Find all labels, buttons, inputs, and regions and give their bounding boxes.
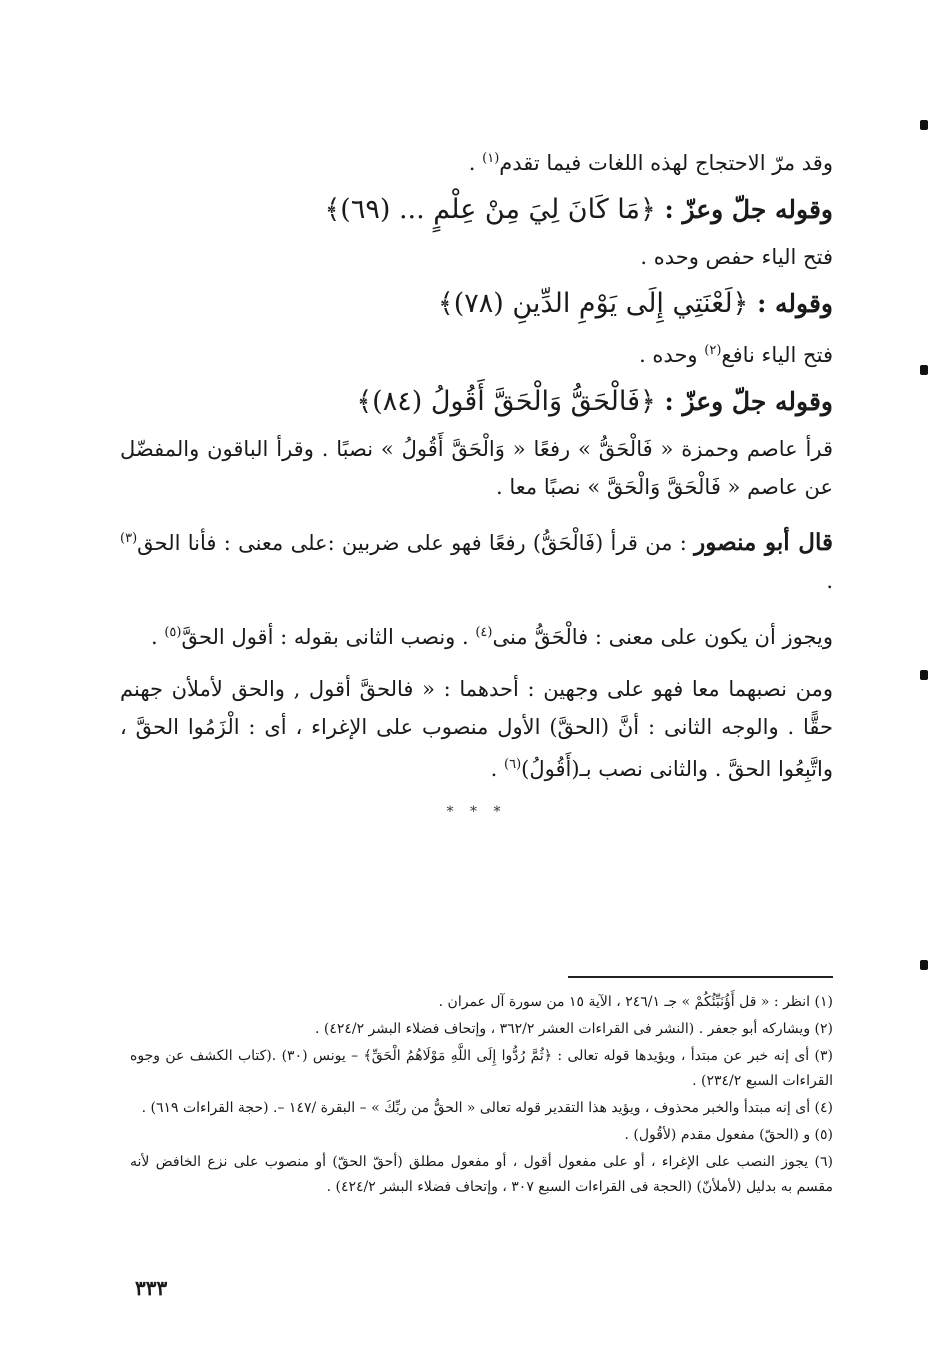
footnote-ref-1: (١) <box>482 151 500 166</box>
footnote-6: (٦) يجوز النصب على الإغراء ، أو على مفعول أقول ، أو مفعول مطلق (أحقّ الحقّ) أو منصوب على نزع الخافض لأنه مقسم به بدليل (لأملأنّ) (الحجة فى القراءات السبع ٣٠٧ ، وإتحاف فضلاء البشر ٤٢٤/٢) . <box>130 1154 833 1195</box>
footnote-ref-4: (٤) <box>475 625 493 640</box>
paragraph-3: فتح الياء نافع$^{(٢)}$ وحده . <box>639 343 833 367</box>
paragraph-4: قرأ عاصم وحمزة « فَالْحَقُّ » رفعًا « وَالْحَقَّ أَقُولُ » نصبًا . وقرأ الباقون والمفضّل عن عاصم « فَالْحَقَّ وَالْحَقَّ » نصبًا معا . <box>120 437 833 499</box>
paragraph-6: ويجوز أن يكون على معنى : فالْحَقُّ منى$^{(٤)}$ . ونصب الثانى بقوله : أقول الحقَّ$^{(٥)}$ . <box>150 625 833 649</box>
footnotes <box>130 990 833 1202</box>
footnote-ref-5: (٥) <box>164 625 182 640</box>
paragraph-5: قال أبو منصور : من قرأ (فَالْحَقُّ) رفعًا فهو على ضربين :على معنى : فأنا الحق$^{(٣)}$ . <box>120 529 833 593</box>
footnote-4: (٤) أى إنه مبتدأ والخبر محذوف ، ويؤيد هذا التقدير قوله تعالى « الحقُّ من ربِّكَ » – البقرة /١٤٧ –. (حجة القراءات ٦١٩) . <box>141 1100 833 1116</box>
footnote-ref-2: (٢) <box>704 343 722 358</box>
quran-quote-69: ﴿مَا كَانَ لِيَ مِنْ عِلْمٍ ... (٦٩)﴾ <box>324 194 656 225</box>
page-number: ٣٣٣ <box>135 1276 168 1300</box>
margin-mark-4 <box>920 960 928 970</box>
footnote-ref-6: (٦) <box>504 757 522 772</box>
author-lead: قال أبو منصور <box>694 529 833 556</box>
footnote-2: (٢) ويشاركه أبو جعفر . (النشر فى القراءات العشر ٣٦٢/٢ ، وإتحاف فضلاء البشر ٤٢٤/٢) . <box>314 1021 833 1037</box>
quran-quote-78: ﴿لَعْنَتِي إِلَى يَوْمِ الدِّينِ (٧٨)﴾ <box>437 288 749 319</box>
margin-mark-3 <box>920 670 928 680</box>
paragraph-2: فتح الياء حفص وحده . <box>640 245 833 269</box>
paragraph-7: ومن نصبهما معا فهو على وجهين : أحدهما : « فالحقَّ أقول , والحق لأملأن جهنم حقًّا . والوجه الثانى : أنَّ (الحقَّ) الأول منصوب على الإغراء ، أى : الْزَمُوا الحقَّ ، واتَّبِعُوا الحقَّ . والثانى نصب بـ(أَقُولُ)$^{(٦)}$ . <box>120 677 833 781</box>
margin-mark-1 <box>920 120 928 130</box>
verse-78: وقوله : ﴿لَعْنَتِي إِلَى يَوْمِ الدِّينِ (٧٨)﴾ <box>437 288 833 319</box>
margin-mark-2 <box>920 365 928 375</box>
footnote-1: (١) انظر : « قل أَؤُنَبِّئُكُمْ » جـ ٢٤٦/١ ، الآية ١٥ من سورة آل عمران . <box>438 994 833 1010</box>
footnote-5: (٥) و (الحقّ) مفعول مقدم (لأقُول) . <box>624 1127 833 1143</box>
quran-quote-84: ﴿فَالْحَقُّ وَالْحَقَّ أَقُولُ (٨٤)﴾ <box>356 386 656 417</box>
section-separator: * * * <box>446 804 507 820</box>
footnote-rule <box>568 976 833 978</box>
paragraph-1: وقد مرّ الاحتجاج لهذه اللغات فيما تقدم$^{(١)}$ . <box>468 151 833 175</box>
verse-69: وقوله جلّ وعزّ : ﴿مَا كَانَ لِيَ مِنْ عِلْمٍ ... (٦٩)﴾ <box>324 194 833 225</box>
main-text <box>120 140 833 820</box>
footnote-ref-3: (٣) <box>120 531 138 546</box>
footnote-3: (٣) أى إنه خبر عن مبتدأ ، ويؤيدها قوله تعالى : ﴿ثُمَّ رُدُّوا إِلَى اللَّهِ مَوْلَاهُمُ الْحَقِّ﴾ – يونس (٣٠) .(كتاب الكشف عن وجوه القراءات السبع ٢٣٤/٢) . <box>130 1048 834 1089</box>
verse-84: وقوله جلّ وعزّ : ﴿فَالْحَقُّ وَالْحَقَّ أَقُولُ (٨٤)﴾ <box>356 386 833 417</box>
